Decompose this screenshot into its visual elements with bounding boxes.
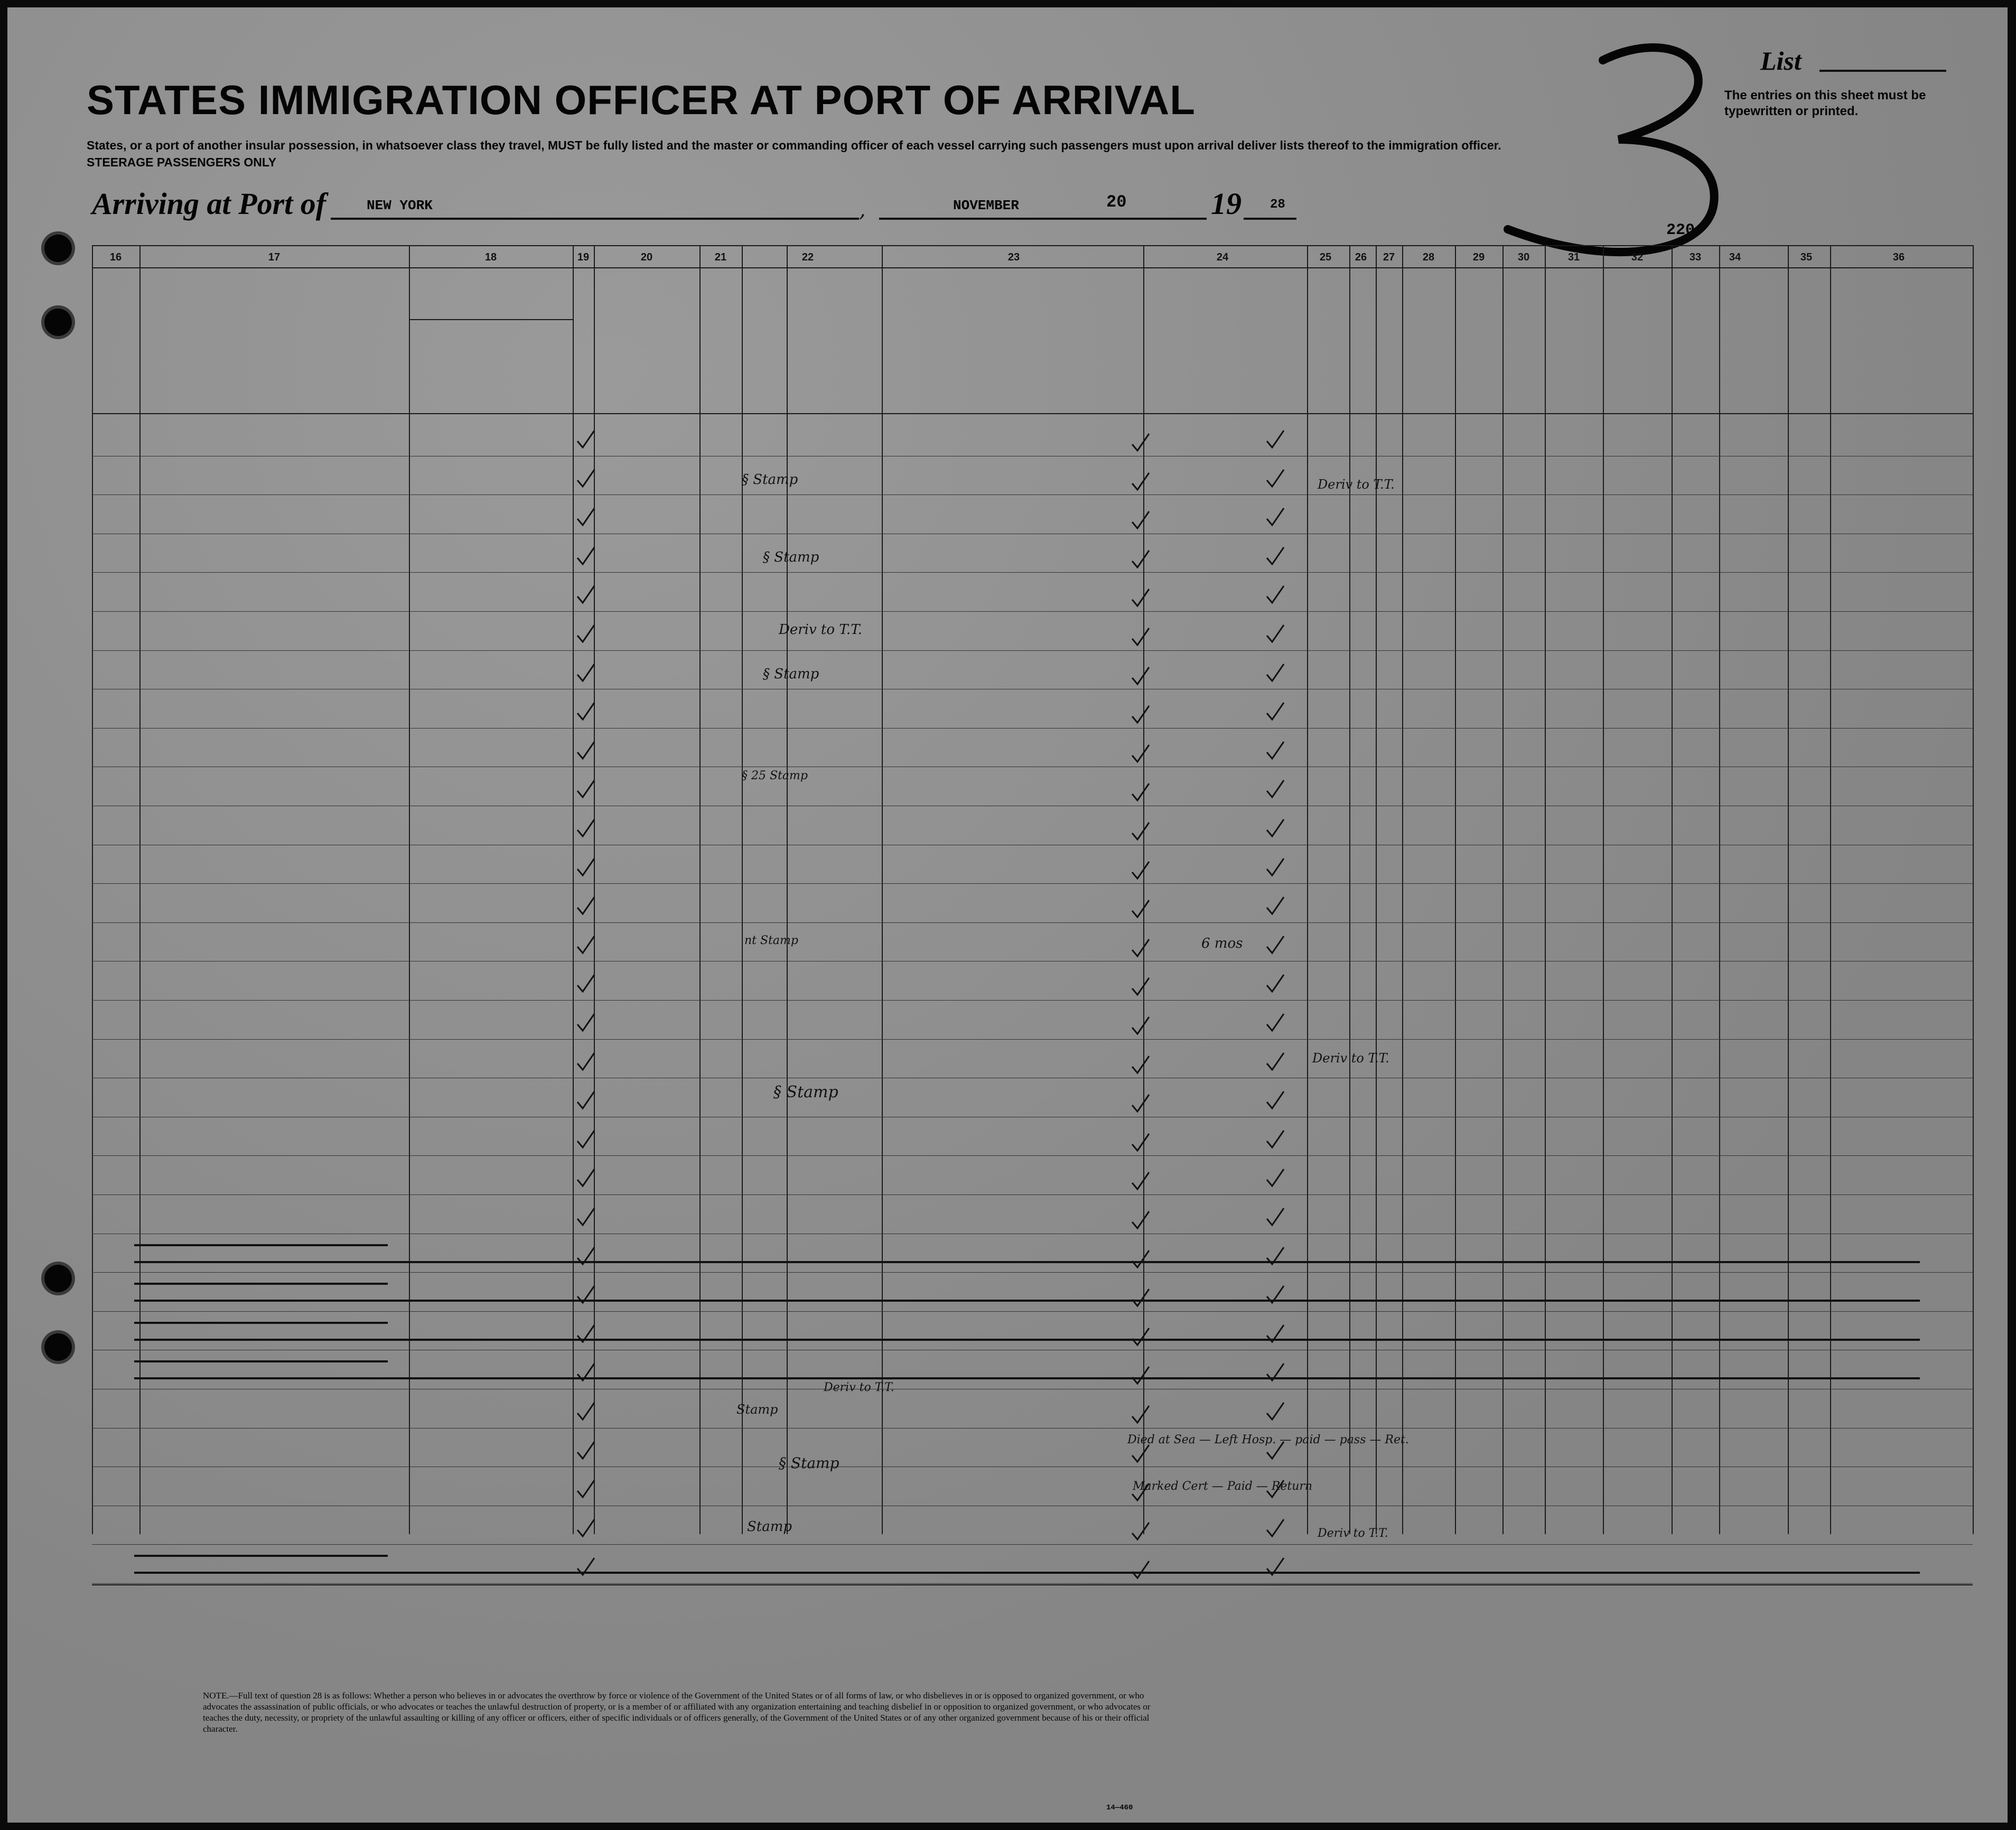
check-mark-icon	[1130, 898, 1151, 919]
check-mark-icon	[575, 817, 596, 838]
column-number: 26	[1355, 251, 1367, 263]
check-mark-icon	[1265, 468, 1286, 489]
check-mark-icon	[1265, 856, 1286, 877]
arriving-label: Arriving at Port of	[92, 186, 326, 221]
check-mark-icon	[1130, 860, 1151, 881]
port-value: NEW YORK	[367, 198, 433, 213]
check-mark-icon	[1265, 545, 1286, 566]
check-mark-icon	[1265, 662, 1286, 683]
check-mark-icon	[575, 1167, 596, 1188]
table-column-rule	[1307, 245, 1308, 1534]
column-number: 21	[714, 251, 727, 263]
check-mark-icon	[1265, 506, 1286, 527]
check-mark-icon	[575, 506, 596, 527]
footnote: NOTE.—Full text of question 28 is as follows: Whether a person who believes in or advocates the overthrow by force or violence of the Government of the United States or of all forms of law, or who disbelieves in or is opposed to organized government, or who advocates the assassination of public officials, or who advocates or teaches the unlawful destruction of property, or is a member of or affiliated with any organization entertaining and teaching disbelief in or opposition to organized government, or who advocates or teaches the duty, necessity, or propriety of the unlawful assaulting or killing of any officer or officers, either of specific individuals or of officers generally, of the Government of the United States or of any other organized government because of his or their official character.	[203, 1691, 1151, 1734]
strike-line	[134, 1261, 1920, 1263]
check-mark-icon	[1130, 1404, 1151, 1425]
table-row-rule	[92, 1039, 1973, 1040]
table-column-rule	[409, 245, 410, 1534]
check-mark-icon	[1130, 743, 1151, 764]
check-mark-icon	[1130, 1248, 1151, 1269]
table-row-rule	[92, 922, 1973, 923]
handwritten-note: Died at Sea — Left Hosp. — paid — pass — Ret.	[1127, 1433, 1409, 1446]
check-mark-icon	[1130, 509, 1151, 530]
table-rule	[92, 267, 1973, 268]
table-column-rule	[699, 245, 701, 1534]
check-mark-icon	[575, 740, 596, 761]
table-row-rule	[92, 1000, 1973, 1001]
handwritten-note: Deriv to T.T.	[824, 1381, 894, 1394]
column-number: 33	[1689, 251, 1702, 263]
table-rule	[92, 245, 1973, 246]
check-mark-icon	[575, 623, 596, 644]
check-mark-icon	[575, 1400, 596, 1422]
column-number: 23	[1007, 251, 1020, 263]
check-mark-icon	[1265, 1012, 1286, 1033]
strike-line	[134, 1283, 388, 1285]
table-row-rule	[92, 1544, 1973, 1545]
check-mark-icon	[1130, 937, 1151, 958]
column-number: 28	[1422, 251, 1435, 263]
check-mark-icon	[1265, 1400, 1286, 1422]
check-mark-icon	[1130, 432, 1151, 453]
strike-line	[134, 1300, 1920, 1302]
list-label: List	[1760, 46, 1802, 76]
strike-line	[134, 1377, 1920, 1379]
check-mark-icon	[1130, 1559, 1151, 1580]
check-mark-icon	[575, 1323, 596, 1344]
binder-hole	[44, 1265, 72, 1292]
strike-line	[134, 1322, 388, 1324]
table-row-rule	[92, 1155, 1973, 1156]
check-mark-icon	[1265, 1089, 1286, 1110]
handwritten-note: Deriv to T.T.	[779, 622, 862, 638]
table-column-rule	[1455, 245, 1456, 1534]
check-mark-icon	[575, 895, 596, 916]
check-mark-icon	[575, 1089, 596, 1110]
check-mark-icon	[1130, 1132, 1151, 1153]
check-mark-icon	[1265, 584, 1286, 605]
handwritten-note: § Stamp	[763, 549, 819, 565]
check-mark-icon	[1130, 1287, 1151, 1308]
check-mark-icon	[575, 1361, 596, 1383]
table-column-rule	[92, 245, 93, 1534]
table-column-rule	[742, 245, 743, 1534]
check-mark-icon	[1130, 1093, 1151, 1114]
check-mark-icon	[1130, 665, 1151, 686]
table-column-rule	[1719, 245, 1720, 1534]
check-mark-icon	[1130, 704, 1151, 725]
handwritten-note: 6 mos	[1201, 935, 1243, 951]
column-number: 31	[1567, 251, 1580, 263]
check-mark-icon	[1130, 548, 1151, 569]
column-number: 20	[640, 251, 653, 263]
column-number: 19	[577, 251, 590, 263]
strike-line	[134, 1244, 388, 1246]
column-number: 29	[1472, 251, 1485, 263]
column-number: 22	[801, 251, 814, 263]
handwritten-note: Marked Cert — Paid — Return	[1133, 1480, 1313, 1493]
strike-line	[134, 1555, 388, 1557]
check-mark-icon	[575, 1284, 596, 1305]
strike-line	[134, 1572, 1920, 1574]
check-mark-icon	[1265, 1284, 1286, 1305]
column-number: 17	[268, 251, 281, 263]
check-mark-icon	[1130, 587, 1151, 608]
column-number: 32	[1631, 251, 1644, 263]
check-mark-icon	[575, 1478, 596, 1499]
binder-hole	[44, 309, 72, 336]
check-mark-icon	[575, 701, 596, 722]
strike-line	[134, 1360, 388, 1362]
table-column-rule	[1376, 245, 1377, 1534]
table-column-rule	[139, 245, 141, 1534]
check-mark-icon	[575, 1517, 596, 1538]
check-mark-icon	[1265, 1323, 1286, 1344]
handwritten-note: Deriv to T.T.	[1312, 1050, 1389, 1066]
check-mark-icon	[1265, 1051, 1286, 1072]
handwritten-note: Stamp	[736, 1402, 778, 1417]
check-mark-icon	[1265, 740, 1286, 761]
binder-hole	[44, 235, 72, 262]
check-mark-icon	[1265, 701, 1286, 722]
check-mark-icon	[1265, 428, 1286, 450]
table-column-rule	[1349, 245, 1350, 1534]
check-mark-icon	[1130, 820, 1151, 842]
column-number: 34	[1729, 251, 1741, 263]
check-mark-icon	[575, 1556, 596, 1577]
check-mark-icon	[1130, 626, 1151, 647]
check-mark-icon	[1265, 1556, 1286, 1577]
check-mark-icon	[575, 1051, 596, 1072]
manifest-sheet: STATES IMMIGRATION OFFICER AT PORT OF ARRIVAL States, or a port of another insular possession, in whatsoever class they travel, MUST be fully listed and the master or commanding officer of each vessel carrying such passengers must upon arrival deliver lists thereof to the immigration officer. STEERAGE PASSENGERS ONLY Arriving at Port of NEW YORK , NOVEMBER 20 19 28 List The entries on this sheet must be typewritten or printed. 220 NOTE.—Full text of question 28 is as follows: Whether a person who believes in or advocates the overthrow by force or violence of the Government of the United States or of all forms of law, or who disbelieves in or is opposed to organized government, or who advocates the assassination of public officials, or who advocates or teaches the unlawful destruction of property, or is a member of or affiliated with any organization entertaining and teaching disbelief in or opposition to organized government, or who advocates or teaches the duty, necessity, or propriety of the unlawful assaulting or killing of any officer or officers, either of specific individuals or of officers generally, of the Government of the United States or of any other organized government because of his or their official character. 14—460 16 17 18 19 20 21 22 23 24 25 26 27 28 29 30 31 32 33 34 35 36 § Stamp Deriv to T.T. § Stamp Deriv to T.T. § Stamp § 25 Stamp 6 mos nt Stamp Deriv to T.T. § Stamp Deriv to T.T. Stamp § Stamp Died at Sea — Left Hosp. — paid — pass — Ret. Marked Cert — Paid — Return Stamp Deriv to T.T.	[7, 7, 2008, 1823]
year-suffix: 28	[1270, 198, 1285, 212]
check-mark-icon	[1130, 471, 1151, 492]
table-column-rule	[1502, 245, 1504, 1534]
check-mark-icon	[575, 545, 596, 566]
check-mark-icon	[575, 428, 596, 450]
month-value: NOVEMBER	[953, 198, 1019, 213]
table-rule	[409, 319, 573, 320]
check-mark-icon	[1130, 1054, 1151, 1075]
check-mark-icon	[1265, 623, 1286, 644]
check-mark-icon	[1265, 1206, 1286, 1227]
check-mark-icon	[575, 1245, 596, 1266]
check-mark-icon	[1130, 781, 1151, 802]
table-column-rule	[1788, 245, 1789, 1534]
column-number: 25	[1319, 251, 1332, 263]
column-number: 35	[1800, 251, 1813, 263]
table-row-rule	[92, 1311, 1973, 1312]
table-column-rule	[1973, 245, 1974, 1534]
handwritten-note: § Stamp	[763, 666, 819, 682]
table-column-rule	[1545, 245, 1546, 1534]
table-row-rule	[92, 728, 1973, 729]
handwritten-note: Stamp	[747, 1518, 792, 1535]
table-row-rule	[92, 1583, 1973, 1584]
page-subtitle: States, or a port of another insular possession, in whatsoever class they travel, MUST be fully listed and the master or commanding officer of each vessel carrying such passengers must upon arrival deliver lists thereof to the immigration officer.	[87, 138, 1501, 152]
check-mark-icon	[1265, 1245, 1286, 1266]
table-row-rule	[92, 650, 1973, 651]
check-mark-icon	[575, 584, 596, 605]
check-mark-icon	[1265, 1167, 1286, 1188]
page-title: STATES IMMIGRATION OFFICER AT PORT OF ARRIVAL	[87, 77, 1196, 123]
check-mark-icon	[1265, 1128, 1286, 1150]
check-mark-icon	[575, 973, 596, 994]
check-mark-icon	[1265, 778, 1286, 799]
strike-line	[134, 1339, 1920, 1341]
handwritten-note: Deriv to T.T.	[1318, 477, 1395, 492]
check-mark-icon	[575, 856, 596, 877]
check-mark-icon	[1265, 1361, 1286, 1383]
sheet-number: 220	[1666, 221, 1695, 239]
check-mark-icon	[575, 1012, 596, 1033]
check-mark-icon	[1130, 976, 1151, 997]
table-rule	[92, 1584, 1973, 1585]
check-mark-icon	[1130, 1209, 1151, 1230]
check-mark-icon	[575, 662, 596, 683]
table-column-rule	[1672, 245, 1673, 1534]
column-number: 24	[1216, 251, 1229, 263]
handwritten-note: § Stamp	[779, 1454, 839, 1472]
table-row-rule	[92, 494, 1973, 495]
check-mark-icon	[1130, 1520, 1151, 1542]
check-mark-icon	[575, 1206, 596, 1227]
column-number: 16	[109, 251, 122, 263]
table-column-rule	[573, 245, 574, 1534]
check-mark-icon	[1265, 973, 1286, 994]
table-column-rule	[1402, 245, 1403, 1534]
check-mark-icon	[575, 778, 596, 799]
check-mark-icon	[1130, 1170, 1151, 1191]
check-mark-icon	[1265, 1517, 1286, 1538]
check-mark-icon	[1265, 817, 1286, 838]
table-row-rule	[92, 1272, 1973, 1273]
check-mark-icon	[1130, 1326, 1151, 1347]
column-number: 30	[1517, 251, 1530, 263]
check-mark-icon	[575, 1128, 596, 1150]
check-mark-icon	[1265, 895, 1286, 916]
table-column-rule	[787, 245, 788, 1534]
check-mark-icon	[1265, 934, 1286, 955]
binder-hole	[44, 1333, 72, 1361]
column-number: 27	[1383, 251, 1395, 263]
table-column-rule	[1603, 245, 1604, 1534]
day-value: 20	[1106, 192, 1127, 212]
table-column-rule	[882, 245, 883, 1534]
table-rule	[92, 413, 1973, 414]
column-number: 18	[484, 251, 497, 263]
table-row-rule	[92, 1194, 1973, 1195]
check-mark-icon	[1130, 1365, 1151, 1386]
table-row-rule	[92, 883, 1973, 884]
check-mark-icon	[1130, 1015, 1151, 1036]
handwritten-note: § Stamp	[773, 1083, 838, 1102]
steerage-label: STEERAGE PASSENGERS ONLY	[87, 155, 277, 169]
handwritten-note: Deriv to T.T.	[1318, 1526, 1388, 1540]
handwritten-note: § Stamp	[742, 471, 798, 488]
year-prefix: 19	[1211, 186, 1242, 221]
table-row-rule	[92, 611, 1973, 612]
check-mark-icon	[575, 934, 596, 955]
table-row-rule	[92, 572, 1973, 573]
entries-note: The entries on this sheet must be typewritten or printed.	[1724, 88, 1926, 118]
table-column-rule	[1830, 245, 1831, 1534]
handwritten-note: § 25 Stamp	[742, 769, 808, 783]
handwritten-note: nt Stamp	[744, 933, 798, 947]
column-number: 36	[1892, 251, 1905, 263]
check-mark-icon	[575, 468, 596, 489]
check-mark-icon	[575, 1440, 596, 1461]
